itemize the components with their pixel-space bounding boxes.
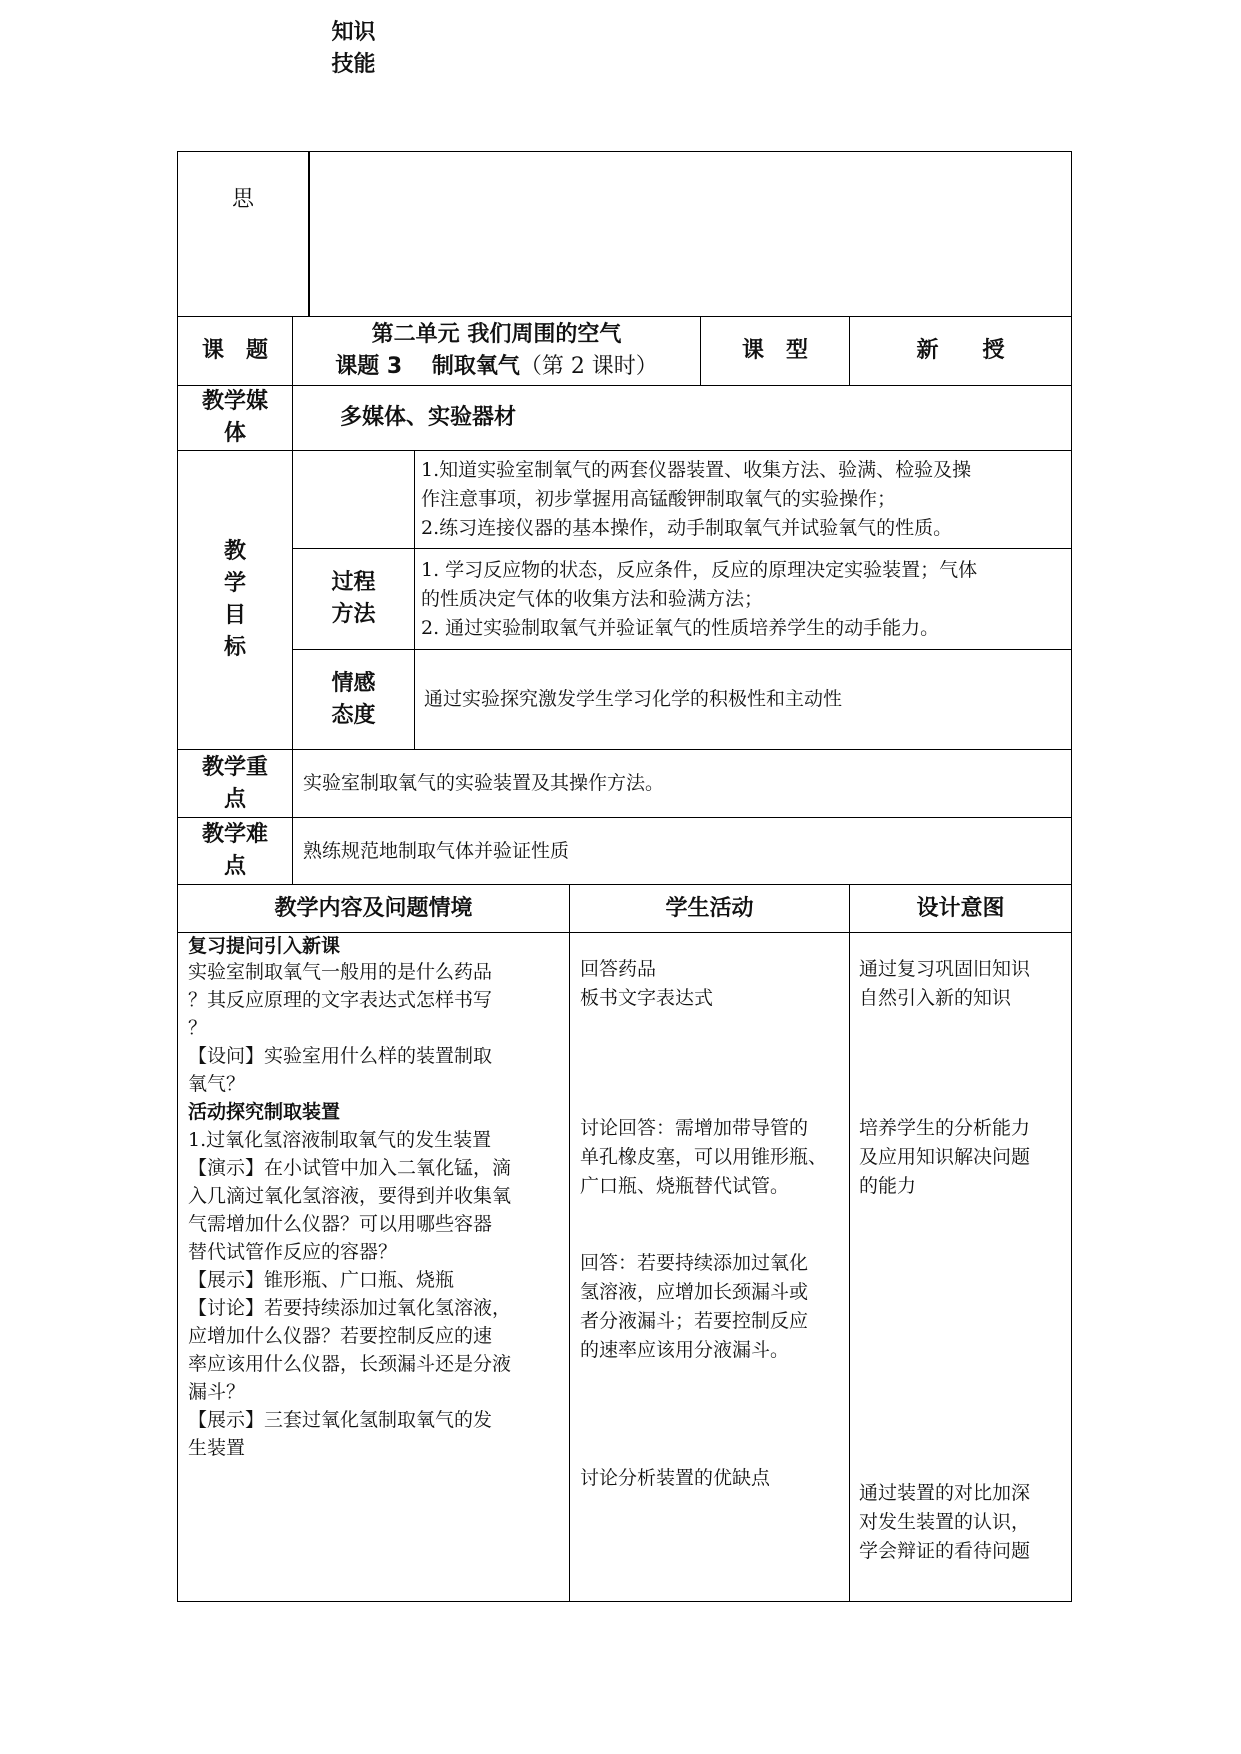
- objective-attitude-label-cell: [293, 650, 414, 749]
- design-intent-block: [859, 1479, 1069, 1579]
- student-activity-line: 讨论分析装置的优缺点: [580, 1467, 771, 1489]
- design-intent-line: 对发生装置的认识，: [859, 1511, 1031, 1533]
- content-column: [188, 934, 566, 1594]
- type-value-cell: [850, 317, 1071, 385]
- topic-label-cell: [178, 317, 292, 385]
- table-border-bottom: [177, 1601, 1072, 1602]
- content-line: 生装置: [188, 1437, 246, 1459]
- content-line: ？其反应原理的文字表达式怎样书写: [188, 989, 493, 1011]
- content-line: 【讨论】若要持续添加过氧化氢溶液，: [188, 1297, 512, 1319]
- student-activity-line: 回答：若要持续添加过氧化: [580, 1252, 809, 1274]
- column-header-student-label: 学生活动: [665, 895, 754, 921]
- content-line: 替代试管作反应的容器？: [188, 1241, 398, 1263]
- key-point-label-cell: [178, 750, 292, 817]
- difficulty-label-line2: 点: [223, 854, 246, 879]
- media-label-line1: 教学媒: [201, 389, 268, 414]
- key-point-label-line1: 教学重: [201, 754, 268, 780]
- column-header-content-label: 教学内容及问题情境: [274, 895, 473, 921]
- topic-label: 课 题: [201, 338, 268, 363]
- divider: [414, 450, 415, 749]
- objective-process-label-cell: [293, 549, 414, 649]
- design-intent-line: 培养学生的分析能力: [859, 1117, 1031, 1139]
- student-activity-line: 的速率应该用分液漏斗。: [580, 1339, 790, 1361]
- table-border-top: [177, 151, 1072, 152]
- design-intent-line: 的能力: [859, 1175, 917, 1197]
- content-line: 气需增加什么仪器？可以用哪些容器: [188, 1213, 493, 1235]
- content-line: 【展示】三套过氧化氢制取氧气的发: [188, 1409, 493, 1431]
- design-intent-line: 通过装置的对比加深: [859, 1482, 1031, 1504]
- column-header-design-label: 设计意图: [916, 895, 1005, 921]
- design-intent-block: [859, 955, 1069, 1025]
- student-activity-line: 广口瓶、烧瓶替代试管。: [580, 1175, 790, 1197]
- content-line: 1.过氧化氢溶液制取氧气的发生装置: [188, 1129, 492, 1151]
- objective-knowledge-label-line1: 知识: [331, 19, 376, 45]
- difficulty-value: 熟练规范地制取气体并验证性质: [303, 839, 570, 862]
- design-intent-block: [859, 1114, 1069, 1214]
- content-line: 漏斗？: [188, 1381, 246, 1403]
- divider: [177, 932, 1072, 933]
- objective-process-line: 的性质决定气体的收集方法和验满方法；: [421, 587, 764, 610]
- key-point-value: 实验室制取氧气的实验装置及其操作方法。: [303, 772, 665, 794]
- column-header-design: [850, 885, 1071, 932]
- objective-process-label-line1: 过程: [331, 570, 376, 595]
- topic-title-line2: [335, 351, 658, 383]
- objective-process-line: 2. 通过实验制取氧气并验证氧气的性质培养学生的动手能力。: [421, 616, 940, 639]
- key-point-label-line2: 点: [223, 786, 246, 812]
- type-value: 新 授: [916, 338, 1005, 363]
- objective-knowledge-label-cell: [293, 0, 414, 97]
- student-activity-line: 者分液漏斗；若要控制反应: [580, 1310, 809, 1332]
- content-line: 【展示】锥形瓶、广口瓶、烧瓶: [188, 1269, 455, 1291]
- difficulty-value-cell: [303, 818, 1063, 884]
- objective-process-text-cell: [421, 549, 1071, 649]
- type-label: 课 型: [741, 338, 808, 363]
- media-label-cell: [178, 386, 292, 450]
- key-point-value-cell: [303, 750, 1063, 817]
- divider: [569, 884, 570, 1601]
- design-intent-line: 学会辩证的看待问题: [859, 1540, 1031, 1562]
- objective-knowledge-line: 1.知道实验室制氧气的两套仪器装置、收集方法、验满、检验及操: [421, 459, 972, 481]
- content-line: 【设问】实验室用什么样的装置制取: [188, 1045, 493, 1067]
- top-row-label-cell: [178, 180, 308, 220]
- content-line: 率应该用什么仪器，长颈漏斗还是分液: [188, 1353, 512, 1375]
- student-activity-line: 回答药品: [580, 958, 657, 980]
- student-activity-block: [580, 955, 845, 1025]
- objective-knowledge-text-cell: [421, 451, 1071, 548]
- difficulty-label-cell: [178, 818, 292, 884]
- topic-title-line1: 第二单元 我们周围的空气: [371, 322, 622, 347]
- content-line: 应增加什么仪器？若要控制反应的速: [188, 1325, 493, 1347]
- objectives-label-cell: [178, 451, 292, 749]
- student-activity-line: 讨论回答：需增加带导管的: [580, 1117, 809, 1139]
- student-activity-block: [580, 1114, 845, 1214]
- media-label-line2: 体: [223, 421, 246, 446]
- objective-process-label-line2: 方法: [331, 602, 376, 627]
- content-line: 实验室制取氧气一般用的是什么药品: [188, 961, 493, 983]
- type-label-cell: [701, 317, 849, 385]
- media-value-cell: [340, 386, 1040, 450]
- media-value: 多媒体、实验器材: [340, 405, 517, 430]
- content-line: ？: [188, 1017, 208, 1039]
- top-row-label: 思: [231, 187, 254, 212]
- topic-title-line2-bold: 课题 3 制取氧气: [335, 354, 520, 379]
- objectives-label-char: 学: [223, 571, 246, 596]
- objectives-label-char: 标: [223, 635, 246, 660]
- objective-attitude-line: 通过实验探究激发学生学习化学的积极性和主动性: [424, 688, 843, 710]
- design-intent-line: 及应用知识解决问题: [859, 1146, 1031, 1168]
- student-activity-line: 单孔橡皮塞，可以用锥形瓶、: [580, 1146, 828, 1168]
- column-header-student: [570, 885, 849, 932]
- topic-title-cell: [293, 317, 700, 385]
- content-heading: 活动探究制取装置: [188, 1101, 341, 1123]
- objective-attitude-label-line2: 态度: [331, 702, 376, 728]
- student-activity-block: [580, 1249, 845, 1379]
- column-header-content: [178, 885, 569, 932]
- divider: [849, 884, 850, 1601]
- difficulty-label-line1: 教学难: [201, 822, 268, 847]
- objective-knowledge-label-line2: 技能: [331, 51, 376, 77]
- content-heading: 复习提问引入新课: [188, 935, 341, 957]
- table-border-right: [1071, 151, 1072, 1602]
- objectives-label-char: 目: [223, 603, 246, 628]
- design-intent-line: 通过复习巩固旧知识: [859, 958, 1031, 980]
- objective-attitude-label-line1: 情感: [331, 670, 376, 696]
- design-intent-line: 自然引入新的知识: [859, 987, 1012, 1009]
- student-activity-block: [580, 1464, 845, 1500]
- objective-knowledge-line: 2.练习连接仪器的基本操作，动手制取氧气并试验氧气的性质。: [421, 517, 953, 539]
- topic-title-line2-rest: （第 2 课时）: [519, 354, 658, 379]
- content-line: 【演示】在小试管中加入二氧化锰，滴: [188, 1157, 512, 1179]
- objective-attitude-text-cell: [424, 650, 1071, 749]
- divider: [308, 151, 310, 316]
- content-line: 入几滴过氧化氢溶液，要得到并收集氧: [188, 1185, 512, 1207]
- objective-knowledge-line: 作注意事项，初步掌握用高锰酸钾制取氧气的实验操作；: [421, 488, 897, 510]
- student-activity-line: 板书文字表达式: [580, 987, 714, 1009]
- objectives-label-char: 教: [223, 539, 246, 564]
- content-line: 氧气？: [188, 1073, 246, 1095]
- objective-process-line: 1. 学习反应物的状态，反应条件，反应的原理决定实验装置；气体: [421, 558, 978, 581]
- student-activity-line: 氢溶液，应增加长颈漏斗或: [580, 1281, 809, 1303]
